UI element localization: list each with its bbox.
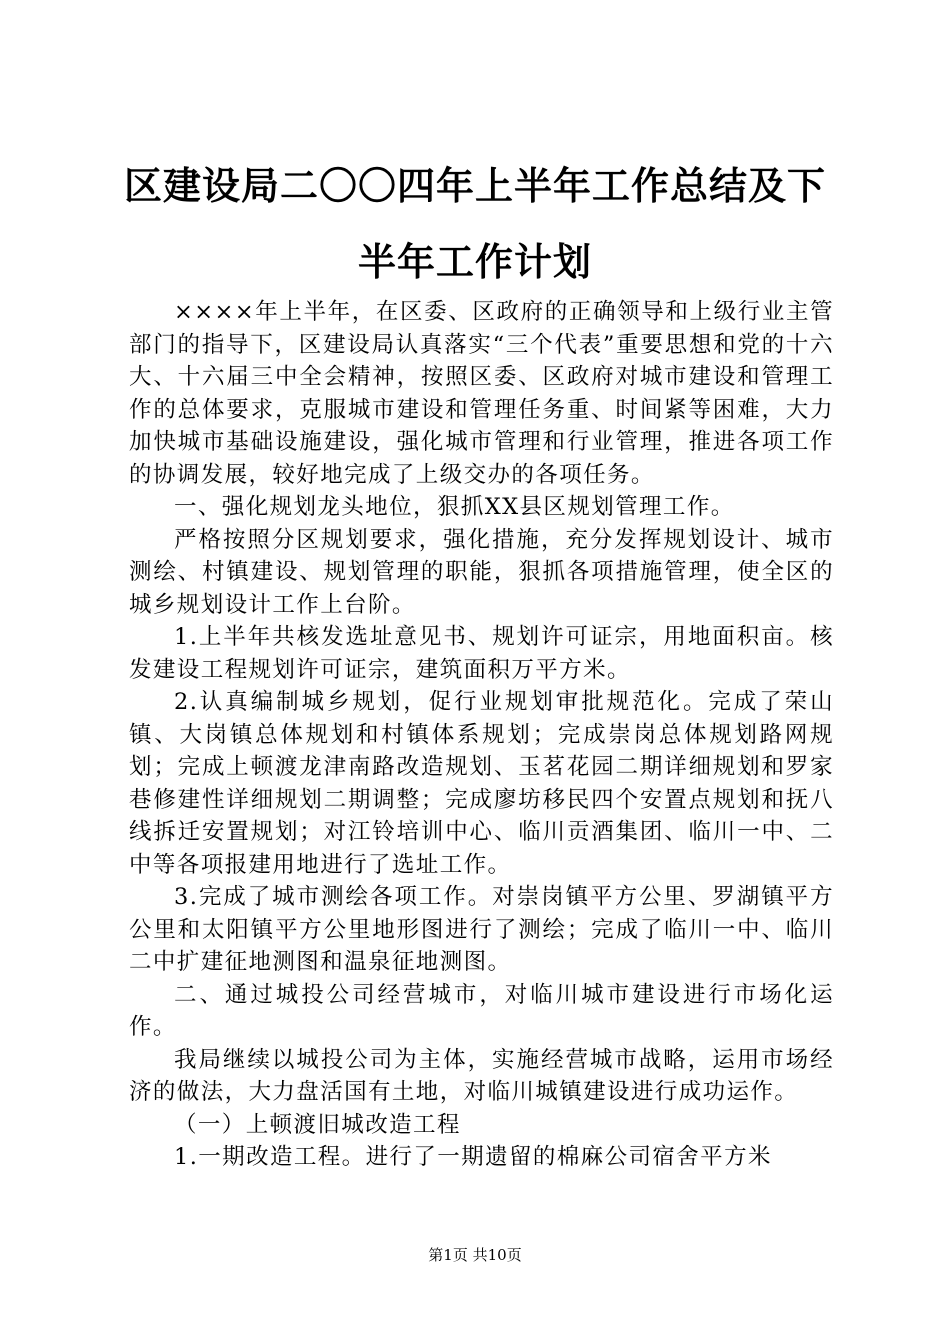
paragraph-section-2-body: 我局继续以城投公司为主体，实施经营城市战略，运用市场经济的做法，大力盘活国有土地，对临川城镇建设进行成功运作。 xyxy=(129,1046,834,1105)
paragraph-section-1-heading: 一、强化规划龙头地位，狠抓XX县区规划管理工作。 xyxy=(174,494,735,520)
paragraph-intro: ××××年上半年，在区委、区政府的正确领导和上级行业主管部门的指导下，区建设局认真落实“三个代表”重要思想和党的十六大、十六届三中全会精神，按照区委、区政府对城市建设和管理工作的总体要求，克服城市建设和管理任务重、时间紧等困难，大力加快城市基础设施建设，强化城市管理和行业管理，推进各项工作的协调发展，较好地完成了上级交办的各项任务。 xyxy=(129,299,834,488)
paragraph-section-2-heading: 二、通过城投公司经营城市，对临川城市建设进行市场化运作。 xyxy=(129,981,834,1040)
paragraph-subsection-1-item-1: 1.一期改造工程。进行了一期遗留的棉麻公司宿舍平方米 xyxy=(174,1144,772,1170)
paragraph-item-1: 1.上半年共核发选址意见书、规划许可证宗，用地面积亩。核发建设工程规划许可证宗，建筑面积万平方米。 xyxy=(129,624,834,683)
paragraph-item-2: 2.认真编制城乡规划，促行业规划审批规范化。完成了荣山镇、大岗镇总体规划和村镇体系规划；完成崇岗总体规划路网规划；完成上顿渡龙津南路改造规划、玉茗花园二期详细规划和罗家巷修建性详细规划二期调整；完成廖坊移民四个安置点规划和抚八线拆迁安置规划；对江铃培训中心、临川贡酒集团、临川一中、二中等各项报建用地进行了选址工作。 xyxy=(129,689,834,878)
paragraph-section-1-body: 严格按照分区规划要求，强化措施，充分发挥规划设计、城市测绘、村镇建设、规划管理的职能，狠抓各项措施管理，使全区的城乡规划设计工作上台阶。 xyxy=(129,526,834,618)
paragraph-item-3: 3.完成了城市测绘各项工作。对崇岗镇平方公里、罗湖镇平方公里和太阳镇平方公里地形图进行了测绘；完成了临川一中、临川二中扩建征地测图和温泉征地测图。 xyxy=(129,884,834,975)
document-body xyxy=(129,296,834,1174)
page-number-footer: 第1页 共10页 xyxy=(428,1246,522,1264)
paragraph-subsection-1-heading: （一）上顿渡旧城改造工程 xyxy=(174,1111,461,1138)
document-title: 区建设局二〇〇四年上半年工作总结及下半年工作计划 xyxy=(123,163,826,284)
